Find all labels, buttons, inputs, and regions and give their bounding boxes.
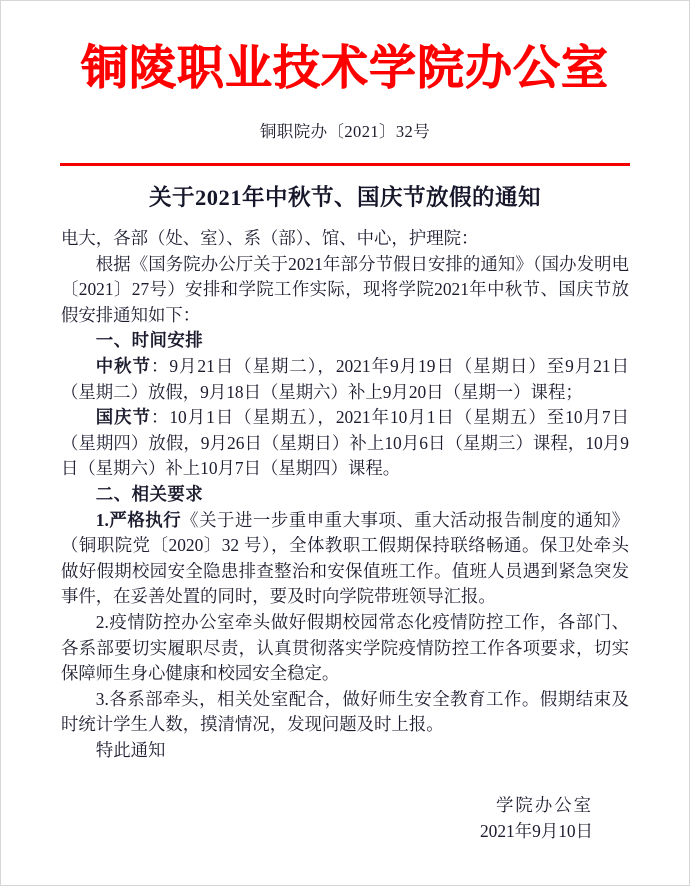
- national-day-detail: ：10月1日（星期五），2021年10月1日（星期五）至10月7日（星期四）放假，9月26日（星期日）补上10月6日（星期三）课程，10月9日（星期六）补上10月7日（星期四）课程。: [61, 407, 629, 479]
- mid-autumn-paragraph: [61, 354, 629, 405]
- section-two-heading: 二、相关要求: [95, 483, 204, 504]
- document-body: [29, 226, 661, 763]
- section-one-heading: 一、时间安排: [95, 330, 204, 351]
- signature-date: 2021年9月10日: [479, 821, 593, 842]
- salutation: 电大，各部（处、室）、系（部）、馆、中心，护理院：: [61, 228, 479, 248]
- preamble-paragraph: 根据《国务院办公厅关于2021年部分节假日安排的通知》（国办发明电〔2021〕27号）安排和学院工作实际，现将学院2021年中秋节、国庆节放假安排通知如下：: [61, 253, 629, 325]
- signature-organization: 学院办公室: [496, 795, 593, 816]
- requirement-item-3: 3.各系部牵头，相关处室配合，做好师生安全教育工作。假期结束及时统计学生人数，摸清情况，发现问题及时上报。: [61, 688, 629, 735]
- requirement-item-1: [61, 508, 629, 610]
- closing-statement: 特此通知: [95, 739, 166, 760]
- national-day-label: 国庆节: [95, 407, 151, 428]
- document-inner: [1, 1, 689, 845]
- requirement-item-1-lead: 1.严格执行: [95, 509, 182, 530]
- signature-block: [29, 793, 661, 844]
- mid-autumn-label: 中秋节: [95, 355, 151, 376]
- national-day-paragraph: [61, 405, 629, 482]
- document-number: 铜职院办〔2021〕32号: [259, 122, 431, 141]
- masthead-organization: 铜陵职业技术学院办公室: [81, 43, 609, 95]
- requirement-item-2: 2.疫情防控办公室牵头做好假期校园常态化疫情防控工作，各部门、各系部要切实履职尽责，认真贯彻落实学院疫情防控工作各项要求，切实保障师生身心健康和校园安全稳定。: [61, 611, 629, 684]
- page-title: 关于2021年中秋节、国庆节放假的通知: [148, 184, 541, 210]
- mid-autumn-detail: ：9月21日（星期二），2021年9月19日（星期日）至9月21日（星期二）放假，9月18日（星期六）补上9月20日（星期一）课程；: [61, 355, 629, 402]
- requirement-item-1-text: 《关于进一步重申重大事项、重大活动报告制度的通知》（铜职院党〔2020〕32 号），全体教职工假期保持联络畅通。保卫处牵头做好假期校园安全隐患排查整治和安保值班工作。值班人员遇到紧急突发事件，在妥善处置的同时，要及时向学院带班领导汇报。: [61, 509, 629, 607]
